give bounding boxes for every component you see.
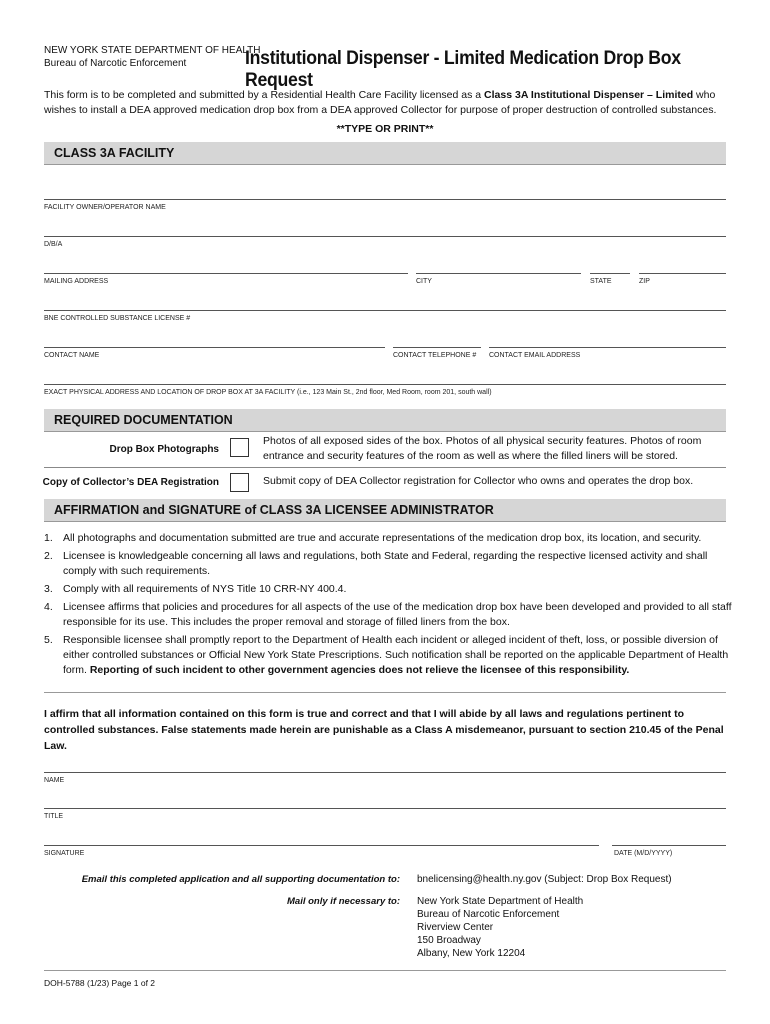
dea-label: Copy of Collector’s DEA Registration: [42, 477, 219, 488]
location-label: EXACT PHYSICAL ADDRESS AND LOCATION OF DROP BOX AT 3A FACILITY (i.e., 123 Main St., 2nd floor, Med Room, room 201, south wall): [44, 389, 492, 396]
location-input-line[interactable]: [44, 384, 726, 385]
agency-block: [44, 44, 261, 70]
address-line: Bureau of Narcotic Enforcement: [417, 909, 560, 920]
section-affirmation-title: AFFIRMATION and SIGNATURE of CLASS 3A LICENSEE ADMINISTRATOR: [54, 503, 494, 517]
dea-description: Submit copy of DEA Collector registration for Collector who owns and operates the drop box.: [263, 475, 694, 487]
signature-input-line[interactable]: [44, 845, 599, 846]
state-input-line[interactable]: [590, 273, 630, 274]
date-input-line[interactable]: [612, 845, 726, 846]
license-label: BNE CONTROLLED SUBSTANCE LICENSE #: [44, 315, 191, 322]
contact-email-input-line[interactable]: [489, 347, 726, 348]
photos-description: Photos of all exposed sides of the box. Photos of all physical security features. Photos of room entrance and security features of the room as well as where the filled liners will be stored.: [263, 435, 702, 462]
mail-instruction: Mail only if necessary to:: [287, 896, 400, 907]
license-input-line[interactable]: [44, 310, 726, 311]
date-label: DATE (M/D/YYYY): [614, 850, 673, 857]
list-item: 1. All photographs and documentation submitted are true and accurate representations of the medication drop box, its location, and security.: [44, 532, 702, 544]
mailing-input-line[interactable]: [44, 273, 408, 274]
owner-input-line[interactable]: [44, 199, 726, 200]
photos-checkbox[interactable]: [230, 438, 249, 457]
signature-label: SIGNATURE: [44, 850, 85, 857]
list-item: 5. Responsible licensee shall promptly report to the Department of Health each incident or alleged incident of theft, loss, or possible diversion of either controlled substances or Official New York State Prescriptions. Such notification shall be reported on the applicable Department of Health form. Reporting of such incident to other government agencies does not relieve the licensee of this responsibility.: [44, 634, 729, 676]
section-facility-title: CLASS 3A FACILITY: [54, 146, 175, 160]
address-line: 150 Broadway: [417, 935, 481, 946]
address-line: New York State Department of Health: [417, 896, 584, 907]
zip-label: ZIP: [639, 278, 650, 285]
intro-part2: who wishes to install a DEA approved medication drop box from a DEA approved Collector for purpose of proper destruction of controlled substances.: [44, 89, 717, 116]
contact-phone-label: CONTACT TELEPHONE #: [393, 352, 477, 359]
form-number: DOH-5788 (1/23) Page 1 of 2: [44, 978, 156, 988]
agency-name: NEW YORK STATE DEPARTMENT OF HEALTH: [44, 45, 261, 56]
documentation-divider: [44, 467, 726, 468]
owner-label: FACILITY OWNER/OPERATOR NAME: [44, 204, 166, 211]
name-label: NAME: [44, 777, 65, 784]
section-facility-header: [44, 142, 726, 165]
email-address[interactable]: bnelicensing@health.ny.gov (Subject: Drop Box Request): [417, 874, 672, 885]
city-input-line[interactable]: [416, 273, 581, 274]
photos-label: Drop Box Photographs: [109, 444, 219, 455]
state-label: STATE: [590, 278, 612, 285]
dea-checkbox[interactable]: [230, 473, 249, 492]
affirmation-divider: [44, 692, 726, 693]
title-label: TITLE: [44, 813, 64, 820]
intro-part1: This form is to be completed and submitted by a Residential Health Care Facility licensed as a: [44, 89, 485, 101]
section-documentation-title: REQUIRED DOCUMENTATION: [54, 413, 233, 427]
affirmation-list: [44, 531, 734, 681]
form-title: Institutional Dispenser - Limited Medication Drop Box Request: [245, 48, 681, 91]
dba-label: D/B/A: [44, 241, 63, 248]
name-input-line[interactable]: [44, 772, 726, 773]
intro-bold: Class 3A Institutional Dispenser – Limited: [484, 89, 694, 101]
email-instruction: Email this completed application and all supporting documentation to:: [81, 874, 400, 885]
title-input-line[interactable]: [44, 808, 726, 809]
address-line: Albany, New York 12204: [417, 948, 526, 959]
item5-bold: Reporting of such incident to other government agencies does not relieve the licensee of this responsibility.: [89, 664, 630, 676]
mailing-label: MAILING ADDRESS: [44, 278, 109, 285]
city-label: CITY: [416, 278, 432, 285]
list-item: 2. Licensee is knowledgeable concerning all laws and regulations, both State and Federal, regarding the respective licensed activity and shall comply with such requirements.: [44, 550, 708, 577]
contact-email-label: CONTACT EMAIL ADDRESS: [489, 352, 581, 359]
list-item: 3. Comply with all requirements of NYS Title 10 CRR-NY 400.4.: [44, 583, 347, 595]
mailing-address-block: [417, 895, 583, 960]
section-affirmation-header: [44, 499, 726, 522]
footer-divider: [44, 970, 726, 971]
type-or-print: **TYPE OR PRINT**: [336, 123, 434, 135]
address-line: Riverview Center: [417, 922, 494, 933]
zip-input-line[interactable]: [639, 273, 726, 274]
contact-name-label: CONTACT NAME: [44, 352, 100, 359]
contact-phone-input-line[interactable]: [393, 347, 481, 348]
section-documentation-header: [44, 409, 726, 432]
dba-input-line[interactable]: [44, 236, 726, 237]
intro-text: [44, 88, 734, 118]
list-item: 4. Licensee affirms that policies and procedures for all aspects of the use of the medication drop box have been developed and provided to all staff responsible for its use. This includes the proper removal and storage of filled liners from the box.: [44, 601, 732, 628]
contact-name-input-line[interactable]: [44, 347, 385, 348]
bureau-name: Bureau of Narcotic Enforcement: [44, 58, 187, 69]
affirmation-statement: I affirm that all information contained on this form is true and correct and that I will abide by all laws and regulations pertinent to controlled substances. False statements made herein are punishable as a Class A misdemeanor, pursuant to section 210.45 of the Penal Law.: [44, 708, 724, 752]
